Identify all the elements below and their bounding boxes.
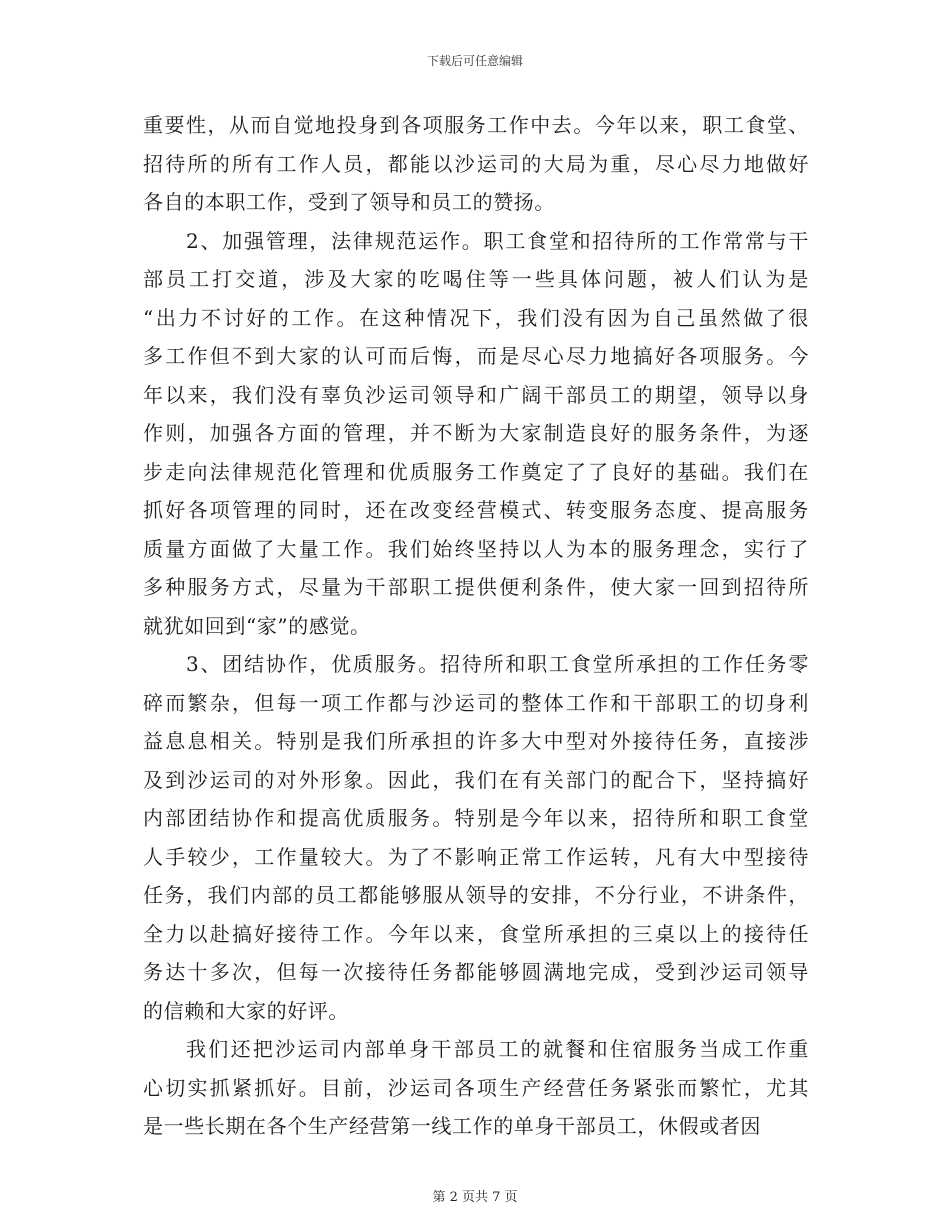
text-line: 务达十多次，但每一次接待任务都能够圆满地完成，受到沙运司领导 <box>143 960 809 984</box>
text-line: 抓好各项管理的同时，还在改变经营模式、转变服务态度、提高服务 <box>143 498 809 522</box>
text-line: 全力以赴搞好接待工作。今年以来，食堂所承担的三桌以上的接待任 <box>143 921 809 946</box>
page-header: 下载后可任意编辑 <box>426 54 523 68</box>
text-line: 质量方面做了大量工作。我们始终坚持以人为本的服务理念，实行了 <box>143 536 809 561</box>
text-line: 多工作但不到大家的认可而后悔，而是尽心尽力地搞好各项服务。今 <box>143 344 809 368</box>
text-line: 步走向法律规范化管理和优质服务工作奠定了了良好的基础。我们在 <box>143 459 809 484</box>
text-line: 年以来，我们没有辜负沙运司领导和广阔干部员工的期望，领导以身 <box>143 382 809 407</box>
text-line: 碎而繁杂，但每一项工作都与沙运司的整体工作和干部职工的切身利 <box>143 690 809 715</box>
text-line: 是一些长期在各个生产经营第一线工作的单身干部员工，休假或者因 <box>143 1114 761 1138</box>
text-line: 我们还把沙运司内部单身干部员工的就餐和住宿服务当成工作重 <box>186 1037 809 1061</box>
text-line: 多种服务方式，尽量为干部职工提供便利条件，使大家一回到招待所 <box>143 575 809 599</box>
text-line: 各自的本职工作，受到了领导和员工的赞扬。 <box>143 190 555 214</box>
text-line: 部员工打交道，涉及大家的吃喝住等一些具体问题，被人们认为是 <box>143 267 809 291</box>
text-line: 的信赖和大家的好评。 <box>143 998 349 1023</box>
paragraph <box>143 645 809 1030</box>
paragraph <box>143 106 809 222</box>
text-line: 2、加强管理，法律规范运作。职工食堂和招待所的工作常常与干 <box>186 228 809 253</box>
paragraph <box>143 222 809 646</box>
text-line: 作则，加强各方面的管理，并不断为大家制造良好的服务条件，为逐 <box>143 421 809 445</box>
text-line: 3、团结协作，优质服务。招待所和职工食堂所承担的工作任务零 <box>186 652 809 676</box>
text-line: 益息息相关。特别是我们所承担的许多大中型对外接待任务，直接涉 <box>143 729 809 753</box>
text-line: 人手较少，工作量较大。为了不影响正常工作运转，凡有大中型接待 <box>143 844 809 869</box>
text-line: 心切实抓紧抓好。目前，沙运司各项生产经营任务紧张而繁忙，尤其 <box>143 1075 809 1100</box>
text-line: 内部团结协作和提高优质服务。特别是今年以来，招待所和职工食堂 <box>143 806 809 830</box>
page-footer: 第 2 页共 7 页 <box>432 1190 518 1205</box>
text-line: “出力不讨好的工作。在这种情况下，我们没有因为自己虽然做了很 <box>143 305 809 330</box>
text-line: 就犹如回到“家”的感觉。 <box>143 613 371 638</box>
text-line: 任务，我们内部的员工都能够服从领导的安排，不分行业，不讲条件， <box>143 883 809 907</box>
text-line: 招待所的所有工作人员，都能以沙运司的大局为重，尽心尽力地做好 <box>143 151 809 176</box>
paragraph <box>143 1030 809 1146</box>
document-body <box>143 106 809 1146</box>
text-line: 及到沙运司的对外形象。因此，我们在有关部门的配合下，坚持搞好 <box>143 767 809 792</box>
text-line: 重要性，从而自觉地投身到各项服务工作中去。今年以来，职工食堂、 <box>143 113 809 137</box>
